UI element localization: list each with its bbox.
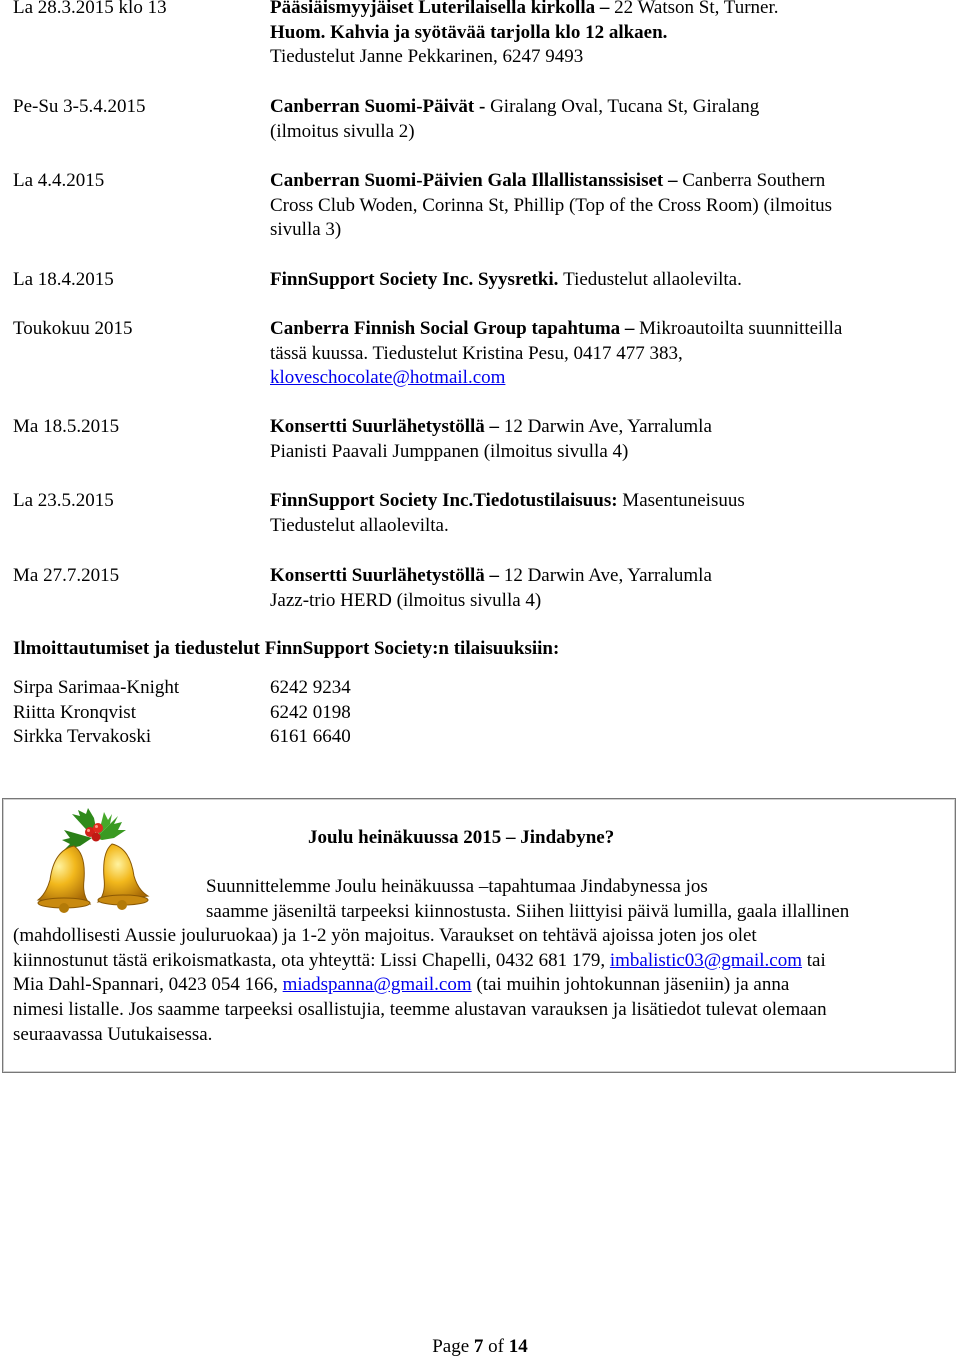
event-description-line xyxy=(270,317,950,342)
event-detail: Pianisti Paavali Jumppanen (ilmoitus sivulla 4) xyxy=(270,440,629,462)
event-detail: Jazz-trio HERD (ilmoitus sivulla 4) xyxy=(270,589,542,611)
event-title: Canberran Suomi-Päivien Gala Illallistanssisiset – xyxy=(270,170,683,191)
announcement-line xyxy=(13,900,948,925)
event-description-line xyxy=(270,415,950,440)
event-description-line xyxy=(270,366,950,391)
announcement-text: (tai muihin johtokunnan jäseniin) ja anna xyxy=(471,974,790,996)
event-detail: Canberra Southern xyxy=(682,170,826,191)
announcement-text: Mia Dahl-Spannari, 0423 054 166, xyxy=(13,974,283,996)
event-description-line xyxy=(270,120,950,145)
announcement-text: tai xyxy=(802,949,826,971)
event-description-line xyxy=(270,21,950,46)
announcement-line xyxy=(13,924,948,949)
event-date: La 4.4.2015 xyxy=(13,170,105,191)
contact-name: Sirkka Tervakoski xyxy=(13,726,152,748)
event-description xyxy=(270,415,950,464)
event-title: Pääsiäismyyjäiset Luterilaisella kirkolla – xyxy=(270,0,615,18)
announcement-line xyxy=(13,973,948,998)
event-description-line xyxy=(270,342,950,367)
event-description-line xyxy=(270,0,950,21)
contact-phone: 6242 9234 xyxy=(270,677,351,698)
event-title: Canberran Suomi-Päivät - xyxy=(270,96,491,117)
announcement-line xyxy=(13,875,948,900)
event-description xyxy=(270,489,950,538)
event-detail: Masentuneisuus xyxy=(622,490,745,511)
page-total: 14 xyxy=(508,1336,528,1357)
announcement-text: seuraavassa Uutukaisessa. xyxy=(13,1023,213,1045)
event-date: Ma 27.7.2015 xyxy=(13,565,120,586)
page-current: 7 xyxy=(473,1336,484,1357)
event-detail: Giralang Oval, Tucana St, Giralang xyxy=(490,96,760,117)
event-title: FinnSupport Society Inc. Syysretki. xyxy=(270,269,564,290)
event-detail: 12 Darwin Ave, Yarralumla xyxy=(503,416,712,437)
event-title: Konsertti Suurlähetystöllä – xyxy=(270,416,504,437)
page-of-label: of xyxy=(483,1336,509,1357)
event-date: La 23.5.2015 xyxy=(13,490,114,511)
page-footer xyxy=(0,1335,960,1360)
event-detail: Cross Club Woden, Corinna St, Phillip (Top of the Cross Room) (ilmoitus xyxy=(270,194,833,216)
event-date: Toukokuu 2015 xyxy=(13,318,133,339)
event-detail: 22 Watson St, Turner. xyxy=(614,0,779,18)
event-description xyxy=(270,268,950,293)
event-description-line xyxy=(270,218,950,243)
event-description xyxy=(270,95,950,144)
event-description-line xyxy=(270,268,950,293)
event-description-line xyxy=(270,589,950,614)
contact-name: Riitta Kronqvist xyxy=(13,701,136,723)
event-title: Huom. Kahvia ja syötävää tarjolla klo 12 alkaen. xyxy=(270,21,668,43)
event-description-line xyxy=(270,564,950,589)
page-label: Page xyxy=(432,1336,474,1357)
event-description-line xyxy=(270,489,950,514)
event-detail: tässä kuussa. Tiedustelut Kristina Pesu, 0417 477 383, xyxy=(270,342,683,364)
contact-phone: 6242 0198 xyxy=(270,701,351,723)
event-description xyxy=(270,564,950,613)
event-title: Canberra Finnish Social Group tapahtuma – xyxy=(270,318,640,339)
announcement-line xyxy=(13,949,948,974)
event-date: La 28.3.2015 klo 13 xyxy=(13,0,167,18)
event-description-line xyxy=(270,440,950,465)
event-description-line xyxy=(270,169,950,194)
event-title: Konsertti Suurlähetystöllä – xyxy=(270,565,504,586)
announcement-line xyxy=(13,998,948,1023)
contact-phone: 6161 6640 xyxy=(270,726,351,748)
event-date: Pe-Su 3-5.4.2015 xyxy=(13,96,146,117)
event-detail: Mikroautoilta suunnitteilla xyxy=(639,318,843,339)
announcement-text: saamme jäseniltä tarpeeksi kiinnostusta. Siihen liittyisi päivä lumilla, gaala illallinen xyxy=(206,900,850,922)
announcement-body xyxy=(13,875,948,1047)
event-description-line xyxy=(270,95,950,120)
contact-name: Sirpa Sarimaa-Knight xyxy=(13,677,180,698)
announcement-text: kiinnostunut tästä erikoismatkasta, ota yhteyttä: Lissi Chapelli, 0432 681 179, xyxy=(13,949,610,971)
email-link[interactable]: miadspanna@gmail.com xyxy=(282,974,472,996)
announcement-line xyxy=(13,1023,948,1048)
event-detail: Tiedustelut Janne Pekkarinen, 6247 9493 xyxy=(270,46,584,68)
event-detail: 12 Darwin Ave, Yarralumla xyxy=(503,565,712,586)
announcement-text: nimesi listalle. Jos saamme tarpeeksi osallistujia, teemme alustavan varauksen ja lisätiedot tulevat olemaan xyxy=(13,998,827,1020)
event-detail: Tiedustelut allaolevilta. xyxy=(563,269,742,290)
event-detail: sivulla 3) xyxy=(270,219,342,241)
event-detail: (ilmoitus sivulla 2) xyxy=(270,120,415,142)
event-description-line xyxy=(270,194,950,219)
event-title: FinnSupport Society Inc.Tiedotustilaisuus: xyxy=(270,490,623,511)
event-detail: Tiedustelut allaolevilta. xyxy=(270,514,449,536)
event-description-line xyxy=(270,514,950,539)
event-description xyxy=(270,169,950,243)
contacts-heading: Ilmoittautumiset ja tiedustelut FinnSupport Society:n tilaisuuksiin: xyxy=(13,638,560,659)
event-description xyxy=(270,317,950,391)
email-link[interactable]: imbalistic03@gmail.com xyxy=(609,949,803,971)
email-link[interactable]: kloveschocolate@hotmail.com xyxy=(270,367,506,389)
event-description-line xyxy=(270,45,950,70)
event-description xyxy=(270,0,950,70)
announcement-text: Suunnittelemme Joulu heinäkuussa –tapahtumaa Jindabynessa jos xyxy=(206,876,708,897)
announcement-title: Joulu heinäkuussa 2015 – Jindabyne? xyxy=(308,827,615,848)
event-date: La 18.4.2015 xyxy=(13,269,114,290)
event-date: Ma 18.5.2015 xyxy=(13,416,120,437)
announcement-text: (mahdollisesti Aussie jouluruokaa) ja 1-2 yön majoitus. Varaukset on tehtävä ajoissa joten jos olet xyxy=(13,925,757,947)
